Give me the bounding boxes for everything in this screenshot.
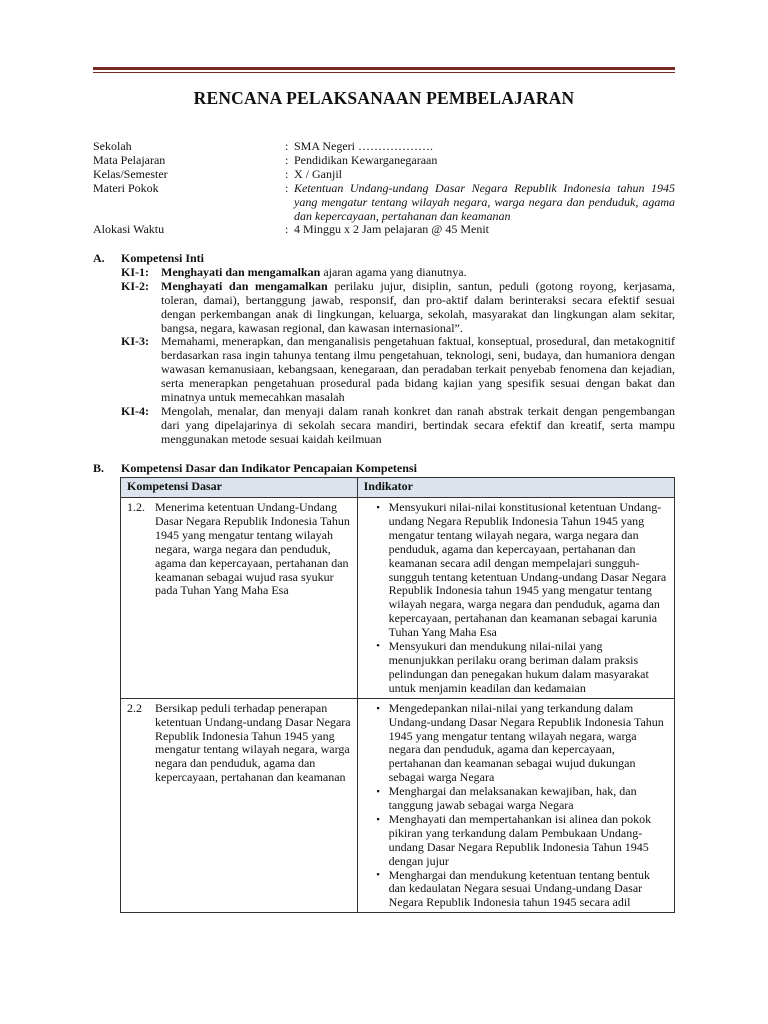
list-item (364, 869, 668, 911)
indicator-list (364, 702, 668, 911)
info-value: X / Ganjil (294, 166, 342, 181)
indicator-text: Menghargai dan melaksanakan kewajiban, hak, dan tanggung jawab sebagai warga Negara (388, 784, 637, 813)
info-label: Materi Pokok (93, 180, 159, 195)
info-value: Ketentuan Undang-undang Dasar Negara Republik Indonesia tahun 1945 yang mengatur tentang wilayah negara, warga negara dan penduduk, agama dan kepercayaan, pertahanan dan keamanan (294, 180, 675, 223)
info-colon: : (285, 166, 289, 181)
ki-emphasis: Menghayati dan mengamalkan (161, 264, 321, 279)
header-rule-thick (93, 67, 675, 70)
bullet-square-icon: ▪ (376, 702, 380, 713)
kd-text: Bersikap peduli terhadap penerapan ketentuan Undang-undang Dasar Negara Republik Indonesia Tahun 1945 yang mengatur tentang wilayah negara, warga negara dan penduduk, agama dan kepercayaan, pertahanan dan keamanan (155, 700, 351, 785)
info-value: 4 Minggu x 2 Jam pelajaran @ 45 Menit (294, 222, 490, 237)
list-item (364, 501, 668, 640)
kd-number: 2.2 (127, 700, 142, 715)
indicator-list (364, 501, 668, 696)
list-item (364, 813, 668, 869)
kd-cell (121, 698, 358, 913)
info-block (93, 140, 675, 237)
table-row (121, 698, 675, 913)
ki-text (161, 280, 675, 336)
indicator-cell (357, 498, 674, 699)
ki-label: KI-2: (121, 278, 149, 293)
info-label: Kelas/Semester (93, 166, 168, 181)
kd-entry (127, 702, 351, 785)
bullet-square-icon: ▪ (376, 786, 380, 797)
bullet-square-icon: ▪ (376, 502, 380, 512)
info-label: Alokasi Waktu (93, 222, 165, 237)
section-b-heading (93, 462, 675, 476)
bullet-round-icon: • (376, 868, 381, 881)
info-row (93, 154, 675, 168)
kd-table (120, 477, 675, 913)
ki-text (161, 335, 675, 405)
section-a-letter: A. (93, 251, 105, 265)
kd-cell (121, 498, 358, 699)
info-label: Sekolah (93, 139, 132, 153)
section-a-title: Kompetensi Inti (121, 251, 205, 265)
info-label: Mata Pelajaran (93, 152, 166, 167)
section-kompetensi-inti (93, 252, 675, 447)
column-header-kompetensi-dasar: Kompetensi Dasar (121, 478, 358, 498)
column-header-indikator: Indikator (357, 478, 674, 498)
ki-list (93, 266, 675, 447)
ki-body: ajaran agama yang dianutnya. (320, 264, 467, 279)
indicator-text: Mensyukuri nilai-nilai konstitusional ketentuan Undang-undang Negara Republik Indonesia Tahun 1945 yang mengatur tentang wilayah negara, warga negara dan penduduk, agama dan kepercayaan, pertahanan dan keamanan secara adil dengan mempelajari sungguh-sungguh tentang ketentuan Undang-undang Dasar Negara Republik Indonesia tahun 1945 yang mengatur tentang wilayah negara, warga negara dan penduduk, agama dan kepercayaan, pertahanan dan keamanan sebagai karunia Tuhan Yang Maha Esa (388, 500, 667, 640)
info-colon: : (285, 222, 289, 237)
kd-text: Menerima ketentuan Undang-Undang Dasar Negara Republik Indonesia Tahun 1945 yang mengatur tentang wilayah negara, warga negara dan penduduk, agama dan kepercayaan, pertahanan dan keamanan sebagai wujud rasa syukur pada Tuhan Yang Maha Esa (155, 500, 350, 598)
indicator-text: Menghayati dan mempertahankan isi alinea dan pokok pikiran yang terkandung dalam Pembukaan Undang-undang Dasar Negara Republik Indonesia Tahun 1945 dengan jujur (388, 811, 652, 868)
ki-label: KI-1: (121, 264, 149, 279)
ki-body: perilaku jujur, disiplin, santun, peduli (gotong royong, kerjasama, toleran, damai), bertanggung jawab, responsif, dan pro-aktif dalam berinteraksi secara efektif sesuai dengan perkembangan anak di lingkungan, keluarga, sekolah, masyarakat dan lingkungan alam sekitar, bangsa, negara, kawasan regional, dan kawasan internasional”. (161, 278, 676, 335)
ki-label: KI-3: (121, 334, 149, 349)
table-row (121, 498, 675, 699)
info-colon: : (285, 139, 289, 153)
indicator-text: Menghargai dan mendukung ketentuan tentang bentuk dan kedaulatan Negara sesuai Undang-undang Dasar Negara Republik Indonesia tahun 1945 secara adil (388, 867, 650, 910)
section-b-letter: B. (93, 461, 105, 475)
info-row (93, 182, 675, 224)
ki-body: Memahami, menerapkan, dan menganalisis pengetahuan faktual, konseptual, prosedural, dan metakognitif berdasarkan rasa ingin tahunya tentang ilmu pengetahuan, teknologi, seni, budaya, dan humaniora dengan wawasan kemanusiaan, kebangsaan, kenegaraan, dan peradaban terkait penyebab fenomena dan kejadian, serta menerapkan pengetahuan prosedural pada bidang kajian yang spesifik sesuai dengan bakat dan minatnya untuk memecahkan masalah (161, 334, 675, 405)
ki-text (161, 266, 675, 280)
kd-number: 1.2. (127, 500, 145, 514)
kd-entry (127, 501, 351, 598)
info-row (93, 140, 675, 154)
indicator-text: Mensyukuri dan mendukung nilai-nilai yang menunjukkan perilaku orang beriman dalam praksis pelindungan dan penegakan hukum dalam masyarakat untuk menjamin keadilan dan kedamaian (388, 639, 649, 695)
kd-table-header (121, 478, 675, 498)
bullet-square-icon: ▪ (376, 813, 380, 824)
ki-item (93, 280, 675, 336)
indicator-text: Mengedepankan nilai-nilai yang terkandung dalam Undang-undang Dasar Negara Republik Indonesia Tahun 1945 yang mengatur tentang wilayah negara, warga negara dan penduduk, agama dan kepercayaan, pertahanan dan keamanan sebagai wujud dukungan sebagai warga Negara (388, 700, 664, 785)
section-kompetensi-dasar (93, 462, 675, 476)
ki-item (93, 335, 675, 405)
ki-item (93, 405, 675, 447)
ki-body: Mengolah, menalar, dan menyaji dalam ranah konkret dan ranah abstrak terkait dengan pengembangan dari yang dipelajarinya di sekolah secara mandiri, bertindak secara efektif dan kreatif, serta mampu menggunakan metode sesuai kaidah keilmuan (161, 403, 675, 446)
ki-label: KI-4: (121, 403, 149, 418)
page-title: RENCANA PELAKSANAAN PEMBELAJARAN (193, 88, 575, 108)
ki-item (93, 266, 675, 280)
list-item (364, 702, 668, 785)
info-row (93, 168, 675, 182)
info-value: SMA Negeri ………………. (294, 139, 433, 153)
list-item (364, 640, 668, 696)
info-row (93, 223, 675, 237)
section-a-heading (93, 252, 675, 266)
info-colon: : (285, 180, 289, 195)
ki-text (161, 405, 675, 447)
info-colon: : (285, 152, 289, 167)
indicator-cell (357, 698, 674, 913)
bullet-round-icon: • (376, 640, 381, 653)
info-value: Pendidikan Kewarganegaraan (294, 152, 438, 167)
section-b-title: Kompetensi Dasar dan Indikator Pencapaian Kompetensi (121, 461, 417, 475)
ki-emphasis: Menghayati dan mengamalkan (161, 278, 328, 293)
list-item (364, 785, 668, 813)
header-rule-thin (93, 72, 675, 73)
